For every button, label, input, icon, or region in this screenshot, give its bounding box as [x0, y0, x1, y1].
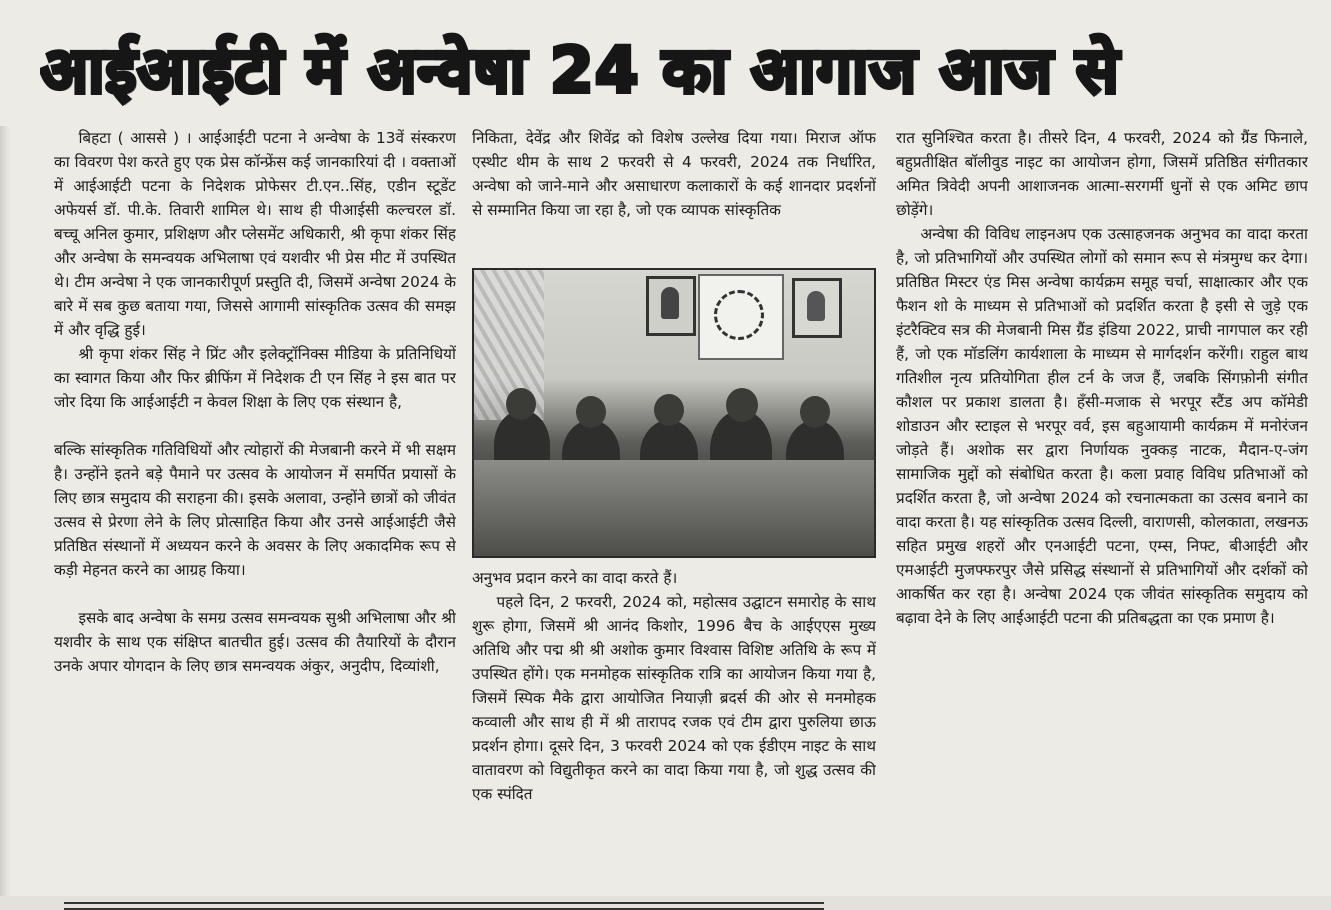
paragraph: इसके बाद अन्वेषा के समग्र उत्सव समन्वयक सुश्री अभिलाषा और श्री यशवीर के साथ एक संक्षिप्त बातचीत हुई। उत्सव की तैयारियों के दौरान उनके अपार योगदान के लिए छात्र समन्वयक अंकुर, अनुदीप, दिव्यांशी,	[54, 609, 456, 675]
institute-logo-banner	[698, 274, 784, 360]
article-column-2-top	[472, 126, 876, 246]
page-fold-shadow	[0, 126, 10, 896]
person-head	[726, 388, 758, 422]
article-column-1	[54, 126, 456, 896]
bottom-rule	[64, 902, 824, 910]
paragraph: बिहटा ( आससे ) । आईआईटी पटना ने अन्वेषा के 13वें संस्करण का विवरण पेश करते हुए एक प्रेस कॉन्फ्रेंस कई जानकारियां दी । वक्ताओं में आईआईटी पटना के निदेशक प्रोफेसर टी.एन..सिंह, एडीन स्टूडेंट अफेयर्स डॉ. पी.के. तिवारी शामिल थे। साथ ही पीआईसी कल्चरल डॉ. बच्चू अनिल कुमार, प्रशिक्षण और प्लेसमेंट अधिकारी, श्री कृपा शंकर सिंह और अन्वेषा के समन्वयक अभिलाषा एवं यशवीर भी प्रेस मीट में उपस्थित थे। टीम अन्वेषा ने एक जानकारीपूर्ण प्रस्तुति दी, जिसमें अन्वेषा 2024 के बारे में सब कुछ बताया गया, जिससे आगामी सांस्कृतिक उत्सव की समझ में और वृद्धि हुई।	[54, 129, 456, 339]
conference-table	[474, 460, 876, 558]
person-head	[654, 394, 684, 426]
portrait-frame-right	[792, 278, 842, 338]
headline: आईआईटी में अन्वेषा 24 का आगाज आज से	[40, 34, 1120, 107]
paragraph: श्री कृपा शंकर सिंह ने प्रिंट और इलेक्ट्रॉनिक्स मीडिया के प्रतिनिधियों का स्वागत किया और फिर ब्रीफिंग में निदेशक टी एन सिंह ने इस बात पर जोर दिया कि आईआईटी न केवल शिक्षा के लिए एक संस्थान है,	[54, 345, 456, 411]
paragraph: अनुभव प्रदान करने का वादा करते हैं।	[472, 569, 678, 587]
paragraph: निकिता, देवेंद्र और शिवेंद्र को विशेष उल्लेख दिया गया। मिराज ऑफ एस्थीट थीम के साथ 2 फरवरी से 4 फरवरी, 2024 तक निर्धारित, अन्वेषा को जाने-माने और असाधारण कलाकारों के कई शानदार प्रदर्शनों से सम्मानित किया जा रहा है, जो एक व्यापक सांस्कृतिक	[472, 129, 876, 219]
person-head	[576, 396, 606, 428]
person-head	[800, 396, 830, 428]
article-column-3	[896, 126, 1308, 896]
article-column-2-bottom	[472, 566, 876, 896]
press-conference-photo	[472, 268, 876, 558]
portrait-frame-left	[646, 276, 696, 336]
person-head	[506, 388, 536, 420]
paragraph: अन्वेषा की विविध लाइनअप एक उत्साहजनक अनुभव का वादा करता है, जो प्रतिभागियों और उपस्थित लोगों को समान रूप से मंत्रमुग्ध कर देगा। प्रतिष्ठित मिस्टर एंड मिस अन्वेषा कार्यक्रम समूह चर्चा, साक्षात्कार और एक फैशन शो के माध्यम से प्रतिभाओं को प्रदर्शित करता है इसी से जुड़े एक इंटरैक्टिव सत्र की मेजबानी मिस ग्रैंड इंडिया 2022, प्राची नागपाल कर रही हैं, जो एक मॉडलिंग कार्यशाला के माध्यम से मार्गदर्शन करेंगी। राहुल बाथ गतिशील नृत्य प्रतियोगिता हील टर्न के जज हैं, जबकि सिंगफ़ोनी संगीत कौशल पर प्रकाश डालता है। हँसी-मजाक से भरपूर स्टैंड अप कॉमेडी शोडाउन और स्टाइल से भरपूर वर्व, इस बहुआयामी कार्यक्रम में मनोरंजन जोड़ते हैं। अशोक सर द्वारा निर्णायक नुक्कड़ नाटक, मैदान-ए-जंग सामाजिक मुद्दों को संबोधित करता है। कला प्रवाह विविध प्रतिभाओं को प्रदर्शित करता है, जो अन्वेषा 2024 को रचनात्मकता का उत्सव बनाने का वादा करता है। यह सांस्कृतिक उत्सव दिल्ली, वाराणसी, कोलकाता, लखनऊ सहित प्रमुख शहरों और एनआईटी पटना, एम्स, निफ्ट, बीआईटी और एमआईटी मुजफ्फरपुर जैसे प्रसिद्ध संस्थानों से प्रतिभागियों और दर्शकों को आकर्षित कर रहा है। अन्वेषा 2024 एक जीवंत सांस्कृतिक समुदाय को बढ़ावा देने के लिए आईआईटी पटना की प्रतिबद्धता का एक प्रमाण है।	[896, 225, 1308, 627]
paragraph: बल्कि सांस्कृतिक गतिविधियों और त्योहारों की मेजबानी करने में भी सक्षम है। उन्होंने इतने बड़े पैमाने पर उत्सव के आयोजन में समर्पित प्रयासों के लिए छात्र समुदाय की सराहना की। इसके अलावा, उन्होंने छात्रों को जीवंत उत्सव से प्रेरणा लेने के लिए प्रोत्साहित किया और उनसे आईआईटी जैसे प्रतिष्ठित संस्थानों में अध्ययन करने के अवसर के लिए अकादमिक रूप से कड़ी मेहनत करने का आग्रह किया।	[54, 441, 456, 579]
paragraph: रात सुनिश्चित करता है। तीसरे दिन, 4 फरवरी, 2024 को ग्रैंड फिनाले, बहुप्रतीक्षित बॉलीवुड नाइट का आयोजन होगा, जिसमें प्रतिष्ठित संगीतकार अमित त्रिवेदी अपनी आशाजनक आत्मा-सरगर्मी धुनों से एक अमिट छाप छोड़ेंगे।	[896, 129, 1308, 219]
paragraph: पहले दिन, 2 फरवरी, 2024 को, महोत्सव उद्घाटन समारोह के साथ शुरू होगा, जिसमें श्री आनंद किशोर, 1996 बैच के आईएएस मुख्य अतिथि और पद्म श्री श्री अशोक कुमार विश्वास विशिष्ट अतिथि के रूप में उपस्थित होंगे। एक मनमोहक सांस्कृतिक रात्रि का आयोजन किया गया है, जिसमें स्पिक मैके द्वारा आयोजित नियाज़ी ब्रदर्स की ओर से मनमोहक कव्वाली और साथ ही में श्री तारापद रजक एवं टीम द्वारा पुरुलिया छाऊ प्रदर्शन होगा। दूसरे दिन, 3 फरवरी 2024 को एक ईडीएम नाइट के साथ वातावरण को विद्युतीकृत करने का वादा किया गया है, जो शुद्ध उत्सव की एक स्पंदित	[472, 593, 876, 803]
